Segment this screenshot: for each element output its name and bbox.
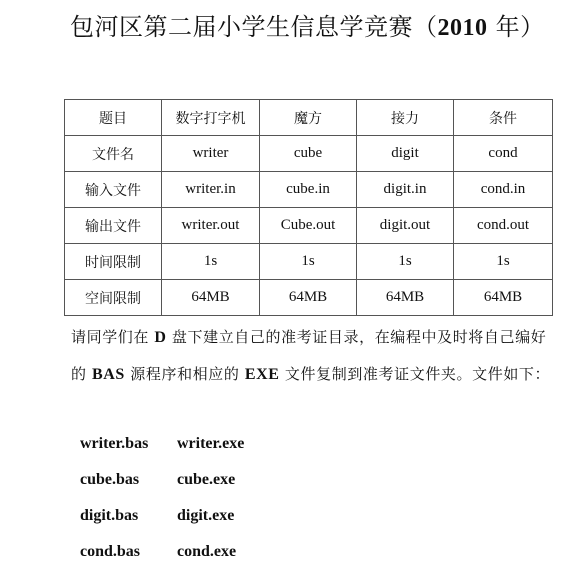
problem-table xyxy=(64,99,553,316)
instructions-text: 请同学们在 xyxy=(71,328,155,346)
table-cell: writer xyxy=(162,136,260,172)
table-cell: 64MB xyxy=(260,280,357,316)
table-cell: cube.in xyxy=(260,172,357,208)
row-label: 输入文件 xyxy=(65,172,162,208)
header-cell-cond: 条件 xyxy=(454,100,553,136)
instructions-text: 源程序和相应的 xyxy=(124,365,245,383)
file-row-digit xyxy=(80,498,244,534)
table-header-row xyxy=(65,100,553,136)
file-list xyxy=(80,426,244,570)
table-cell: 64MB xyxy=(162,280,260,316)
exe-filename: writer.exe xyxy=(177,435,245,452)
instructions-text: 盘下建立自己的准考证目录，在编程中及时将自己编好的 xyxy=(71,328,547,383)
table-cell: Cube.out xyxy=(260,208,357,244)
exe-filename: cube.exe xyxy=(177,471,236,488)
header-cell-writer: 数字打字机 xyxy=(162,100,260,136)
table-cell: digit xyxy=(357,136,454,172)
row-label: 文件名 xyxy=(65,136,162,172)
row-label: 空间限制 xyxy=(65,280,162,316)
header-cell-topic: 题目 xyxy=(65,100,162,136)
exe-label: EXE xyxy=(244,366,280,383)
table-cell: 64MB xyxy=(454,280,553,316)
source-filename: cond.bas xyxy=(80,543,141,560)
exe-filename: cond.exe xyxy=(177,543,237,560)
file-row-cube xyxy=(80,462,244,498)
table-cell: cube xyxy=(260,136,357,172)
bas-label: BAS xyxy=(91,366,125,383)
instructions-text: 文件复制到准考证文件夹。文件如下： xyxy=(279,365,551,383)
table-cell: 1s xyxy=(454,244,553,280)
header-cell-digit: 接力 xyxy=(357,100,454,136)
source-filename: digit.bas xyxy=(80,507,139,524)
source-filename: writer.bas xyxy=(80,435,149,452)
source-filename: cube.bas xyxy=(80,471,140,488)
table-cell: 1s xyxy=(260,244,357,280)
table-cell: digit.in xyxy=(357,172,454,208)
table-cell: 1s xyxy=(162,244,260,280)
row-label: 时间限制 xyxy=(65,244,162,280)
file-row-cond xyxy=(80,534,244,570)
file-row-writer xyxy=(80,426,244,462)
page-title xyxy=(70,10,560,45)
exe-filename: digit.exe xyxy=(177,507,235,524)
table-row-time-limit xyxy=(65,244,553,280)
title-suffix: 年） xyxy=(487,13,545,41)
table-cell: 64MB xyxy=(357,280,454,316)
table-row-filename xyxy=(65,136,553,172)
table-cell: digit.out xyxy=(357,208,454,244)
table-cell: cond.out xyxy=(454,208,553,244)
table-cell: 1s xyxy=(357,244,454,280)
row-label: 输出文件 xyxy=(65,208,162,244)
instructions-paragraph xyxy=(71,319,553,393)
table-row-input xyxy=(65,172,553,208)
table-cell: cond.in xyxy=(454,172,553,208)
drive-letter: D xyxy=(154,329,167,346)
table-cell: writer.out xyxy=(162,208,260,244)
title-prefix: 包河区第二届小学生信息学竞赛（ xyxy=(70,13,438,41)
title-year: 2010 xyxy=(437,15,488,41)
table-cell: cond xyxy=(454,136,553,172)
header-cell-cube: 魔方 xyxy=(260,100,357,136)
table-row-output xyxy=(65,208,553,244)
table-cell: writer.in xyxy=(162,172,260,208)
table-row-memory-limit xyxy=(65,280,553,316)
